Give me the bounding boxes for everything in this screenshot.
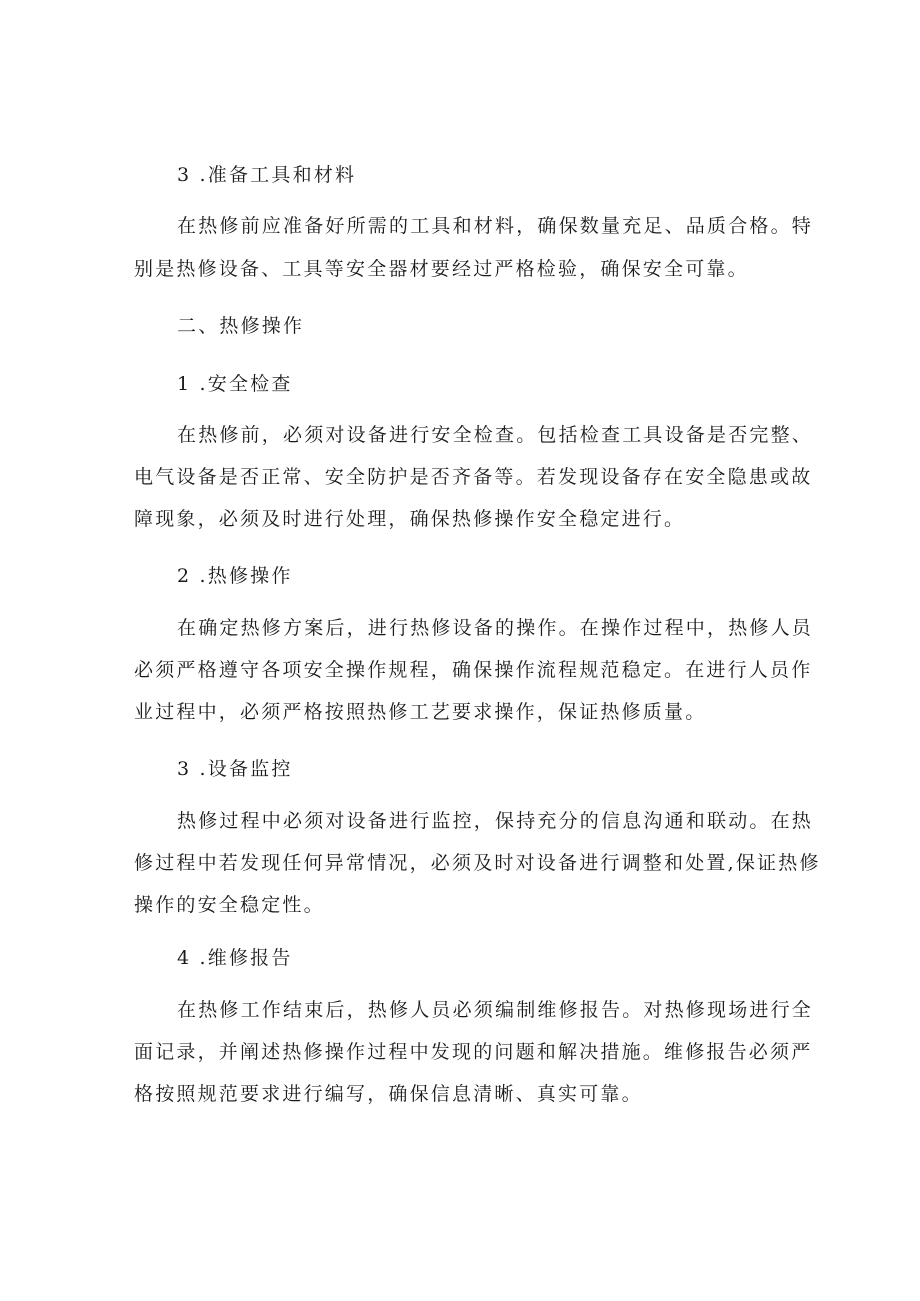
paragraph-line: 别是热修设备、工具等安全器材要经过严格检验，确保安全可靠。 xyxy=(134,258,749,280)
paragraph-line: 业过程中，必须严格按照热修工艺要求操作，保证热修质量。 xyxy=(134,701,707,723)
paragraph-line: 障现象，必须及时进行处理，确保热修操作安全稳定进行。 xyxy=(134,508,686,530)
paragraph-line: 电气设备是否正常、安全防护是否齐备等。若发现设备存在安全隐患或故 xyxy=(134,466,813,488)
paragraph-line: 在确定热修方案后，进行热修设备的操作。在操作过程中，热修人员 xyxy=(177,617,814,639)
paragraph-line: 热修过程中必须对设备进行监控，保持充分的信息沟通和联动。在热 xyxy=(177,810,814,832)
paragraph-line: 在热修工作结束后，热修人员必须编制维修报告。对热修现场进行全 xyxy=(177,999,814,1021)
section-heading-repair-report: 4 .维修报告 xyxy=(177,947,293,969)
paragraph-line: 在热修前，必须对设备进行安全检查。包括检查工具设备是否完整、 xyxy=(177,424,814,446)
section-heading-safety-check: 1 .安全检查 xyxy=(177,373,293,395)
paragraph-line: 格按照规范要求进行编写，确保信息清晰、真实可靠。 xyxy=(134,1083,643,1105)
paragraph-line: 必须严格遵守各项安全操作规程，确保操作流程规范稳定。在进行人员作 xyxy=(134,659,813,681)
paragraph-line: 在热修前应准备好所需的工具和材料，确保数量充足、品质合格。特 xyxy=(177,215,814,237)
paragraph-line: 面记录，并阐述热修操作过程中发现的问题和解决措施。维修报告必须严 xyxy=(134,1041,813,1063)
section-heading-equipment-monitoring: 3 .设备监控 xyxy=(177,758,293,780)
section-heading-hot-repair-operation: 2 .热修操作 xyxy=(177,565,293,587)
paragraph-line: 修过程中若发现任何异常情况，必须及时对设备进行调整和处置,保证热修 xyxy=(134,852,821,874)
part-title-hot-repair-operation: 二、热修操作 xyxy=(177,315,305,337)
paragraph-line: 操作的安全稳定性。 xyxy=(134,894,325,916)
section-heading-prepare-tools: 3 .准备工具和材料 xyxy=(177,164,357,186)
